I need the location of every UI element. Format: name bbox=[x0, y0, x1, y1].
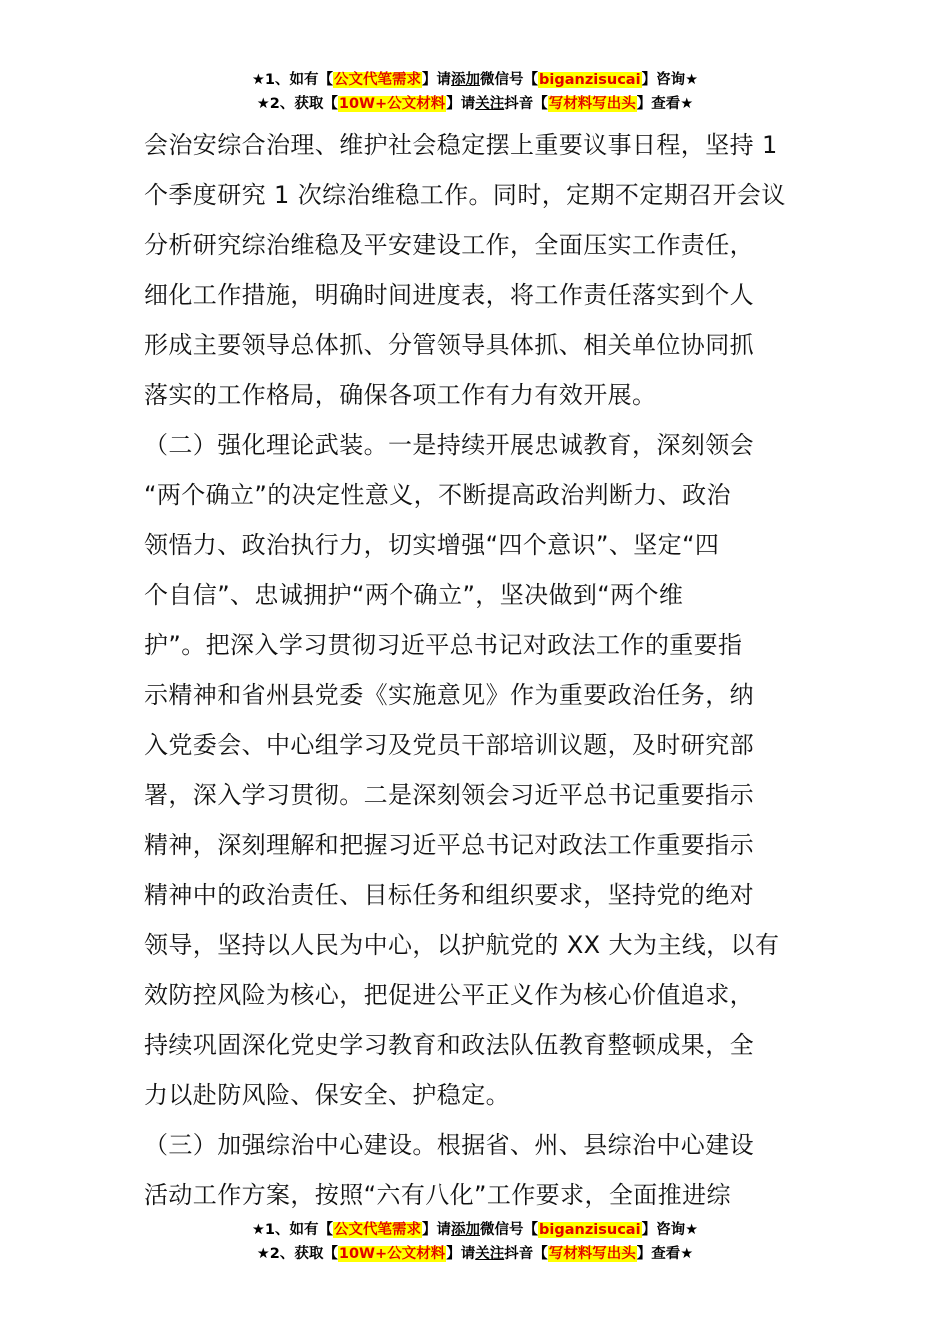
banner-underlined-text: 关注 bbox=[475, 96, 505, 112]
banner-text: ★1、如有【 bbox=[251, 1222, 334, 1238]
banner-text: 】请 bbox=[446, 1246, 476, 1262]
body-line: 署，深入学习贯彻。二是深刻领会习近平总书记重要指示 bbox=[144, 781, 754, 809]
banner-douyin-id: 写材料写出头 bbox=[548, 96, 636, 112]
banner-douyin-id: 写材料写出头 bbox=[548, 1246, 636, 1262]
body-line: “两个确立”的决定性意义，不断提高政治判断力、政治 bbox=[144, 481, 731, 509]
body-line: 护”。把深入学习贯彻习近平总书记对政法工作的重要指 bbox=[144, 631, 743, 659]
body-line: 领悟力、政治执行力，切实增强“四个意识”、坚定“四 bbox=[144, 531, 720, 559]
banner-line-1 bbox=[0, 1218, 950, 1242]
header-banner bbox=[0, 68, 950, 116]
body-line: 效防控风险为核心，把促进公平正义作为核心价值追求， bbox=[144, 981, 754, 1009]
banner-text: 】咨询★ bbox=[641, 72, 699, 88]
body-line: 入党委会、中心组学习及党员干部培训议题，及时研究部 bbox=[144, 731, 754, 759]
banner-wechat-id: biganzisucai bbox=[539, 1222, 641, 1238]
body-line: 精神中的政治责任、目标任务和组织要求，坚持党的绝对 bbox=[144, 881, 754, 909]
banner-text: 抖音【 bbox=[504, 1246, 548, 1262]
banner-text: 】请 bbox=[422, 1222, 452, 1238]
body-line: 形成主要领导总体抓、分管领导具体抓、相关单位协同抓 bbox=[144, 331, 754, 359]
document-body bbox=[144, 120, 809, 1220]
body-line: 领导，坚持以人民为中心，以护航党的 XX 大为主线，以有 bbox=[144, 931, 780, 959]
body-line: 活动工作方案，按照“六有八化”工作要求，全面推进综 bbox=[144, 1181, 731, 1209]
banner-highlight: 10W+公文材料 bbox=[338, 96, 446, 112]
body-line: 个季度研究 1 次综治维稳工作。同时，定期不定期召开会议 bbox=[144, 181, 786, 209]
banner-text: 抖音【 bbox=[504, 96, 548, 112]
body-line: 持续巩固深化党史学习教育和政法队伍教育整顿成果，全 bbox=[144, 1031, 754, 1059]
banner-text: 】查看★ bbox=[636, 1246, 694, 1262]
banner-highlight: 公文代笔需求 bbox=[334, 1222, 422, 1238]
body-line: 个自信”、忠诚拥护“两个确立”，坚决做到“两个维 bbox=[144, 581, 684, 609]
banner-text: ★2、获取【 bbox=[256, 1246, 338, 1262]
banner-line-2 bbox=[0, 92, 950, 116]
body-line: 落实的工作格局，确保各项工作有力有效开展。 bbox=[144, 381, 657, 409]
banner-line-2 bbox=[0, 1242, 950, 1266]
footer-banner bbox=[0, 1218, 950, 1266]
banner-text: 】查看★ bbox=[636, 96, 694, 112]
banner-text: ★1、如有【 bbox=[251, 72, 334, 88]
banner-underlined-text: 关注 bbox=[475, 1246, 505, 1262]
section-heading-line: （二）强化理论武装。一是持续开展忠诚教育，深刻领会 bbox=[144, 431, 754, 459]
banner-underlined-text: 添加 bbox=[451, 72, 481, 88]
banner-text: 】咨询★ bbox=[641, 1222, 699, 1238]
body-line: 分析研究综治维稳及平安建设工作，全面压实工作责任， bbox=[144, 231, 754, 259]
banner-highlight: 公文代笔需求 bbox=[334, 72, 422, 88]
banner-underlined-text: 添加 bbox=[451, 1222, 481, 1238]
body-line: 力以赴防风险、保安全、护稳定。 bbox=[144, 1081, 510, 1109]
banner-text: 微信号【 bbox=[480, 72, 539, 88]
banner-wechat-id: biganzisucai bbox=[539, 72, 641, 88]
banner-line-1 bbox=[0, 68, 950, 92]
body-line: 会治安综合治理、维护社会稳定摆上重要议事日程，坚持 1 bbox=[144, 131, 778, 159]
banner-text: ★2、获取【 bbox=[256, 96, 338, 112]
banner-text: 微信号【 bbox=[480, 1222, 539, 1238]
banner-text: 】请 bbox=[422, 72, 452, 88]
banner-text: 】请 bbox=[446, 96, 476, 112]
banner-highlight: 10W+公文材料 bbox=[338, 1246, 446, 1262]
body-line: 示精神和省州县党委《实施意见》作为重要政治任务，纳 bbox=[144, 681, 754, 709]
section-heading-line: （三）加强综治中心建设。根据省、州、县综治中心建设 bbox=[144, 1131, 754, 1159]
body-line: 精神，深刻理解和把握习近平总书记对政法工作重要指示 bbox=[144, 831, 754, 859]
body-line: 细化工作措施，明确时间进度表，将工作责任落实到个人 bbox=[144, 281, 754, 309]
